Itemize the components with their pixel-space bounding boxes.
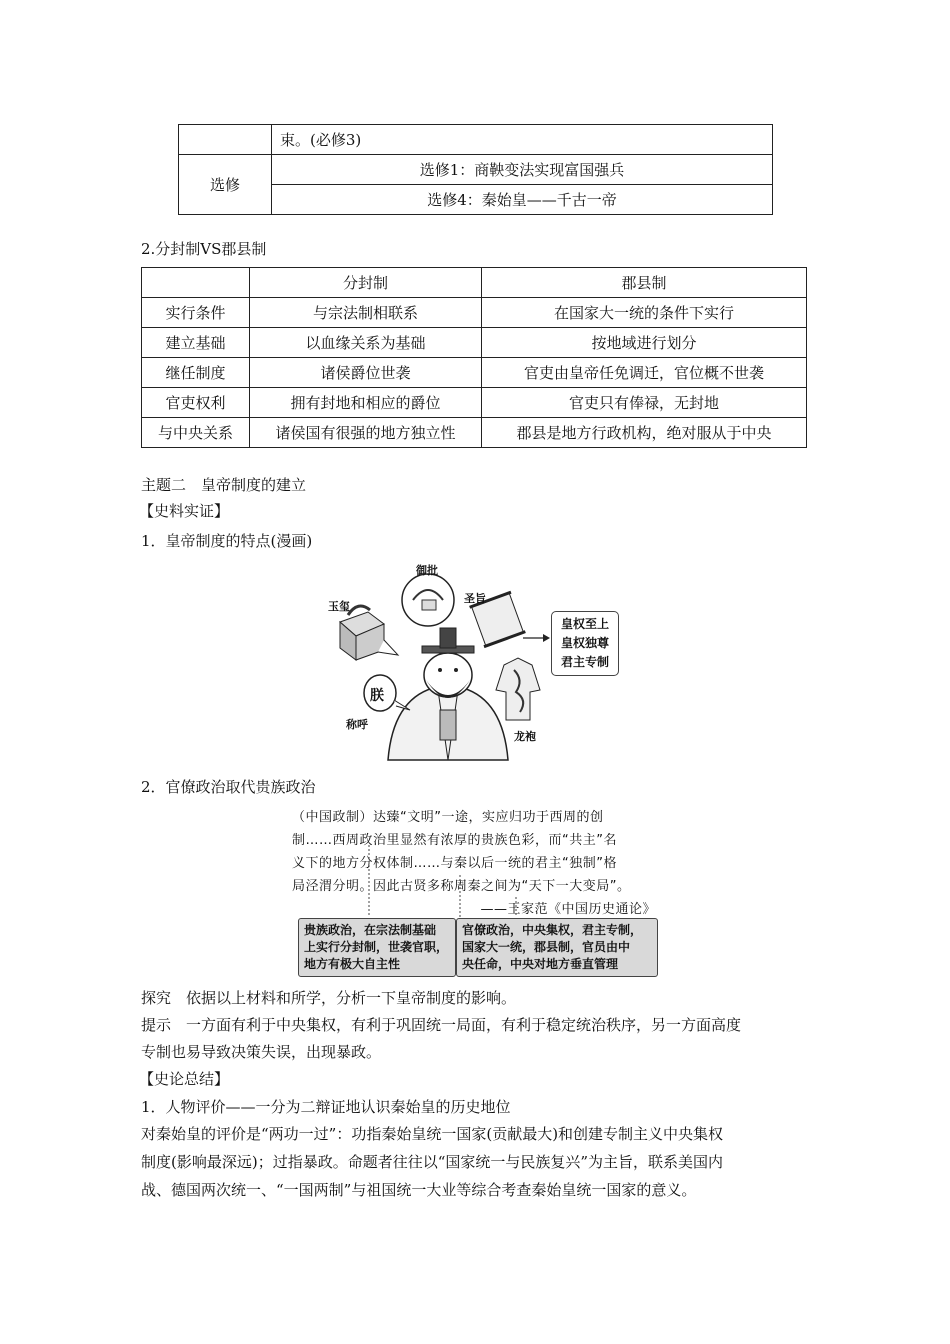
table-cell: 继任制度 xyxy=(142,358,250,388)
result-line: 君主专制 xyxy=(560,655,609,669)
comparison-table xyxy=(141,267,807,448)
header-cell xyxy=(142,268,250,298)
box-line: 上实行分封制，世袭官职， xyxy=(304,940,449,954)
table-cell: 诸侯爵位世袭 xyxy=(250,358,482,388)
table-cell: 官吏由皇帝任免调迁，官位概不世袭 xyxy=(482,358,807,388)
table-row xyxy=(142,388,807,418)
table-cell: 拥有封地和相应的爵位 xyxy=(250,388,482,418)
table-cell: 以血缘关系为基础 xyxy=(250,328,482,358)
quote-line: 局泾渭分明。因此古贤多称周秦之间为“天下一大变局”。 xyxy=(292,879,631,894)
table-cell: 郡县是地方行政机构，绝对服从于中央 xyxy=(482,418,807,448)
label-zhen: 朕 xyxy=(370,688,384,704)
box-line: 国家大一统，郡县制，官员由中 xyxy=(462,940,631,954)
evidence-heading: 【史料实证】 xyxy=(139,502,230,520)
summary-line: 制度(影响最深远)；过指暴政。命题者往往以“国家统一与民族复兴”为主旨，联系美国内 xyxy=(141,1153,724,1171)
bureaucratic-politics-box xyxy=(456,918,658,977)
table-row xyxy=(142,328,807,358)
result-line: 皇权至上 xyxy=(560,617,609,631)
elective-table xyxy=(178,124,773,215)
hint-text: 专制也易导致决策失误，出现暴政。 xyxy=(141,1043,382,1061)
table-cell: 束。(必修3) xyxy=(272,125,773,155)
table-row xyxy=(142,418,807,448)
quote-line: （中国政制）达臻“文明”一途，实应归功于西周的创 xyxy=(292,810,604,825)
table-row xyxy=(179,155,773,185)
table-cell: 与宗法制相联系 xyxy=(250,298,482,328)
section-heading: 2.分封制VS郡县制 xyxy=(141,240,267,258)
box-line: 地方有极大自主性 xyxy=(304,957,401,971)
label-chenghu: 称呼 xyxy=(346,718,368,731)
quote-line: 义下的地方分权体制……与秦以后一统的君主“独制”格 xyxy=(292,856,617,871)
result-line: 皇权独尊 xyxy=(560,636,609,650)
table-cell: 实行条件 xyxy=(142,298,250,328)
table-row xyxy=(179,125,773,155)
summary-line: 战、德国两次统一、“一国两制”与祖国统一大业等综合考查秦始皇统一国家的意义。 xyxy=(141,1181,697,1199)
table-cell: 按地域进行划分 xyxy=(482,328,807,358)
box-line: 官僚政治，中央集权，君主专制， xyxy=(462,923,643,937)
aristocratic-politics-box xyxy=(298,918,456,977)
summary-line: 对秦始皇的评价是“两功一过”：功指秦始皇统一国家(贡献最大)和创建专制主义中央集权 xyxy=(141,1125,724,1143)
table-cell: 建立基础 xyxy=(142,328,250,358)
table-cell: 选修4：秦始皇——千古一帝 xyxy=(272,185,773,215)
header-cell: 郡县制 xyxy=(482,268,807,298)
box-line: 央任命，中央对地方垂直管理 xyxy=(462,957,619,971)
summary-paragraph xyxy=(141,1120,723,1204)
quote-source: ——王家范《中国历史通论》 xyxy=(480,902,656,917)
summary-item: 1．人物评价——一分为二辩证地认识秦始皇的历史地位 xyxy=(141,1098,511,1116)
quote-line: 制……西周政治里显然有浓厚的贵族色彩，而“共主”名 xyxy=(292,833,617,848)
explore-text: 探究 依据以上材料和所学，分析一下皇帝制度的影响。 xyxy=(141,989,517,1007)
elective-label: 选修 xyxy=(179,155,272,215)
summary-heading: 【史论总结】 xyxy=(139,1070,230,1088)
table-cell: 诸侯国有很强的地方独立性 xyxy=(250,418,482,448)
header-cell: 分封制 xyxy=(250,268,482,298)
label-yuxi: 玉玺 xyxy=(328,600,350,613)
item-heading: 2．官僚政治取代贵族政治 xyxy=(141,778,316,796)
topic-title: 主题二 皇帝制度的建立 xyxy=(141,476,307,494)
table-cell: 与中央关系 xyxy=(142,418,250,448)
table-cell xyxy=(179,125,272,155)
table-cell: 官吏权利 xyxy=(142,388,250,418)
connector-lines xyxy=(290,835,670,920)
result-box xyxy=(551,611,619,676)
box-line: 贵族政治，在宗法制基础 xyxy=(304,923,437,937)
table-row xyxy=(142,298,807,328)
item-heading: 1．皇帝制度的特点(漫画) xyxy=(141,532,313,550)
table-cell: 官吏只有俸禄，无封地 xyxy=(482,388,807,418)
table-header-row xyxy=(142,268,807,298)
hint-text: 提示 一方面有利于中央集权，有利于巩固统一局面，有利于稳定统治秩序，另一方面高度 xyxy=(141,1016,742,1034)
table-row xyxy=(142,358,807,388)
label-shengzhi: 圣旨 xyxy=(464,592,486,605)
label-yupi: 御批 xyxy=(416,564,438,577)
table-cell: 在国家大一统的条件下实行 xyxy=(482,298,807,328)
label-longpao: 龙袍 xyxy=(514,730,536,743)
table-cell: 选修1：商鞅变法实现富国强兵 xyxy=(272,155,773,185)
